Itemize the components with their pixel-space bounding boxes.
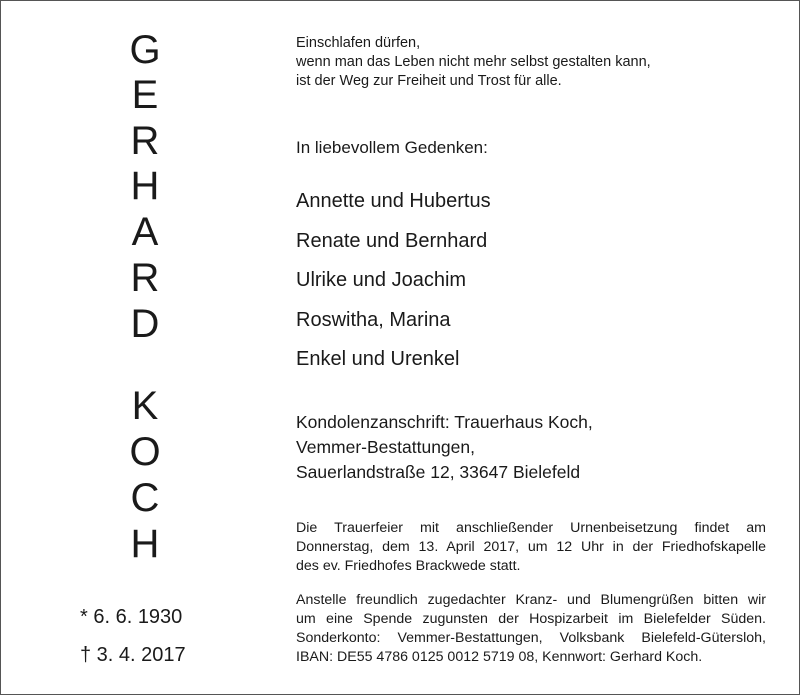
address-line: Sauerlandstraße 12, 33647 Bielefeld <box>296 462 581 482</box>
name-letter: K <box>131 384 159 428</box>
mourner: Ulrike und Joachim <box>296 269 467 291</box>
condolence-address <box>296 410 593 485</box>
donation-line: um eine Spende zugunsten der Hospizarbeit im Bielefelder Süden. <box>296 611 766 627</box>
mourner: Roswitha, Marina <box>296 308 451 331</box>
name-letter: E <box>131 73 159 117</box>
name-letter: G <box>129 28 161 72</box>
name-letter: R <box>130 119 160 163</box>
ceremony-line: Donnerstag, dem 13. April 2017, um 12 Uhr in der Friedhofskapelle <box>296 539 766 555</box>
poem-line: wenn man das Leben nicht mehr selbst gestalten kann, <box>296 54 651 70</box>
birth-date: * 6. 6. 1930 <box>80 606 183 628</box>
donation-line: Sonderkonto: Vemmer-Bestattungen, Volksbank Bielefeld-Gütersloh, <box>296 630 766 646</box>
name-letter: H <box>130 522 160 566</box>
name-letter: O <box>129 430 161 474</box>
poem-line: Einschlafen dürfen, <box>296 35 421 51</box>
memorial-heading: In liebevollem Gedenken: <box>296 138 488 157</box>
mourner: Annette und Hubertus <box>296 190 491 212</box>
donation-paragraph <box>296 591 766 667</box>
ceremony-line: des ev. Friedhofes Brackwede statt. <box>296 558 521 574</box>
name-letter: D <box>130 302 160 346</box>
name-letter: A <box>131 210 159 254</box>
name-letter: C <box>130 476 160 520</box>
donation-line: Anstelle freundlich zugedachter Kranz- und Blumengrüßen bitten wir <box>296 592 766 608</box>
mourner: Renate und Bernhard <box>296 229 488 252</box>
mourner: Enkel und Urenkel <box>296 348 460 370</box>
address-line: Vemmer-Bestattungen, <box>296 437 475 457</box>
ceremony-line: Die Trauerfeier mit anschließender Urnenbeisetzung findet am <box>296 520 766 536</box>
name-letter: R <box>130 256 160 300</box>
poem <box>296 34 651 91</box>
poem-line: ist der Weg zur Freiheit und Trost für alle. <box>296 73 562 89</box>
name-letter: H <box>130 164 160 208</box>
death-date: † 3. 4. 2017 <box>80 644 186 666</box>
ceremony-paragraph <box>296 519 766 576</box>
donation-line: IBAN: DE55 4786 0125 0012 5719 08, Kennwort: Gerhard Koch. <box>296 649 703 665</box>
address-line: Kondolenzanschrift: Trauerhaus Koch, <box>296 412 593 432</box>
mourners-list <box>296 182 491 380</box>
